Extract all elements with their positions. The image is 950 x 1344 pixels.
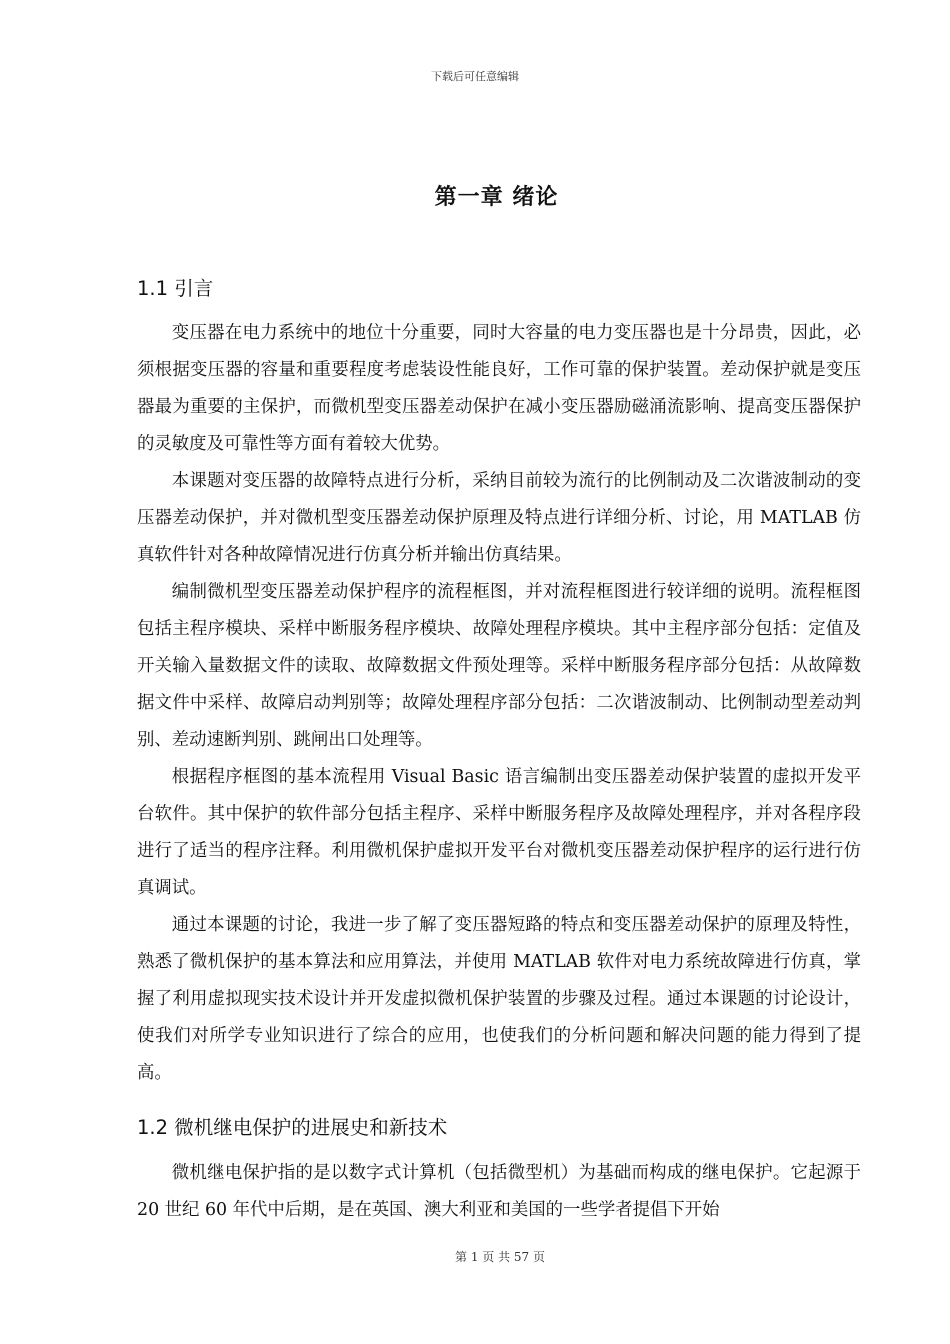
paragraph: 根据程序框图的基本流程用 Visual Basic 语言编制出变压器差动保护装置的虚拟开发平台软件。其中保护的软件部分包括主程序、采样中断服务程序及故障处理程序，并对各程序段进行了适当的程序注释。利用微机保护虚拟开发平台对微机变压器差动保护程序的运行进行仿真调试。 (137, 767, 861, 898)
header-note: 下载后可任意编辑 (431, 70, 519, 83)
paragraph: 本课题对变压器的故障特点进行分析，采纳目前较为流行的比例制动及二次谐波制动的变压器差动保护，并对微机型变压器差动保护原理及特点进行详细分析、讨论，用 MATLAB 仿真软件针对各种故障情况进行仿真分析并输出仿真结果。 (137, 471, 861, 565)
paragraph: 编制微机型变压器差动保护程序的流程框图，并对流程框图进行较详细的说明。流程框图包括主程序模块、采样中断服务程序模块、故障处理程序模块。其中主程序部分包括：定值及开关输入量数据文件的读取、故障数据文件预处理等。采样中断服务程序部分包括：从故障数据文件中采样、故障启动判别等；故障处理程序部分包括：二次谐波制动、比例制动型差动判别、差动速断判别、跳闸出口处理等。 (137, 582, 861, 750)
paragraph: 通过本课题的讨论，我进一步了解了变压器短路的特点和变压器差动保护的原理及特性，熟悉了微机保护的基本算法和应用算法，并使用 MATLAB 软件对电力系统故障进行仿真，掌握了利用虚拟现实技术设计并开发虚拟微机保护装置的步骤及过程。通过本课题的讨论设计，使我们对所学专业知识进行了综合的应用，也使我们的分析问题和解决问题的能力得到了提高。 (137, 915, 861, 1083)
chapter-title: 第一章 绪论 (434, 185, 559, 210)
section-heading-history: 1.2 微机继电保护的进展史和新技术 (137, 1116, 448, 1139)
section-body-history (137, 1155, 861, 1229)
section-body-intro (137, 315, 861, 1092)
paragraph: 微机继电保护指的是以数字式计算机（包括微型机）为基础而构成的继电保护。它起源于 20 世纪 60 年代中后期，是在英国、澳大利亚和美国的一些学者提倡下开始 (137, 1163, 861, 1220)
section-heading-intro: 1.1 引言 (137, 277, 214, 300)
paragraph: 变压器在电力系统中的地位十分重要，同时大容量的电力变压器也是十分昂贵，因此，必须根据变压器的容量和重要程度考虑装设性能良好，工作可靠的保护装置。差动保护就是变压器最为重要的主保护，而微机型变压器差动保护在减小变压器励磁涌流影响、提高变压器保护的灵敏度及可靠性等方面有着较大优势。 (137, 323, 861, 454)
page-number: 第 1 页 共 57 页 (455, 1250, 545, 1264)
